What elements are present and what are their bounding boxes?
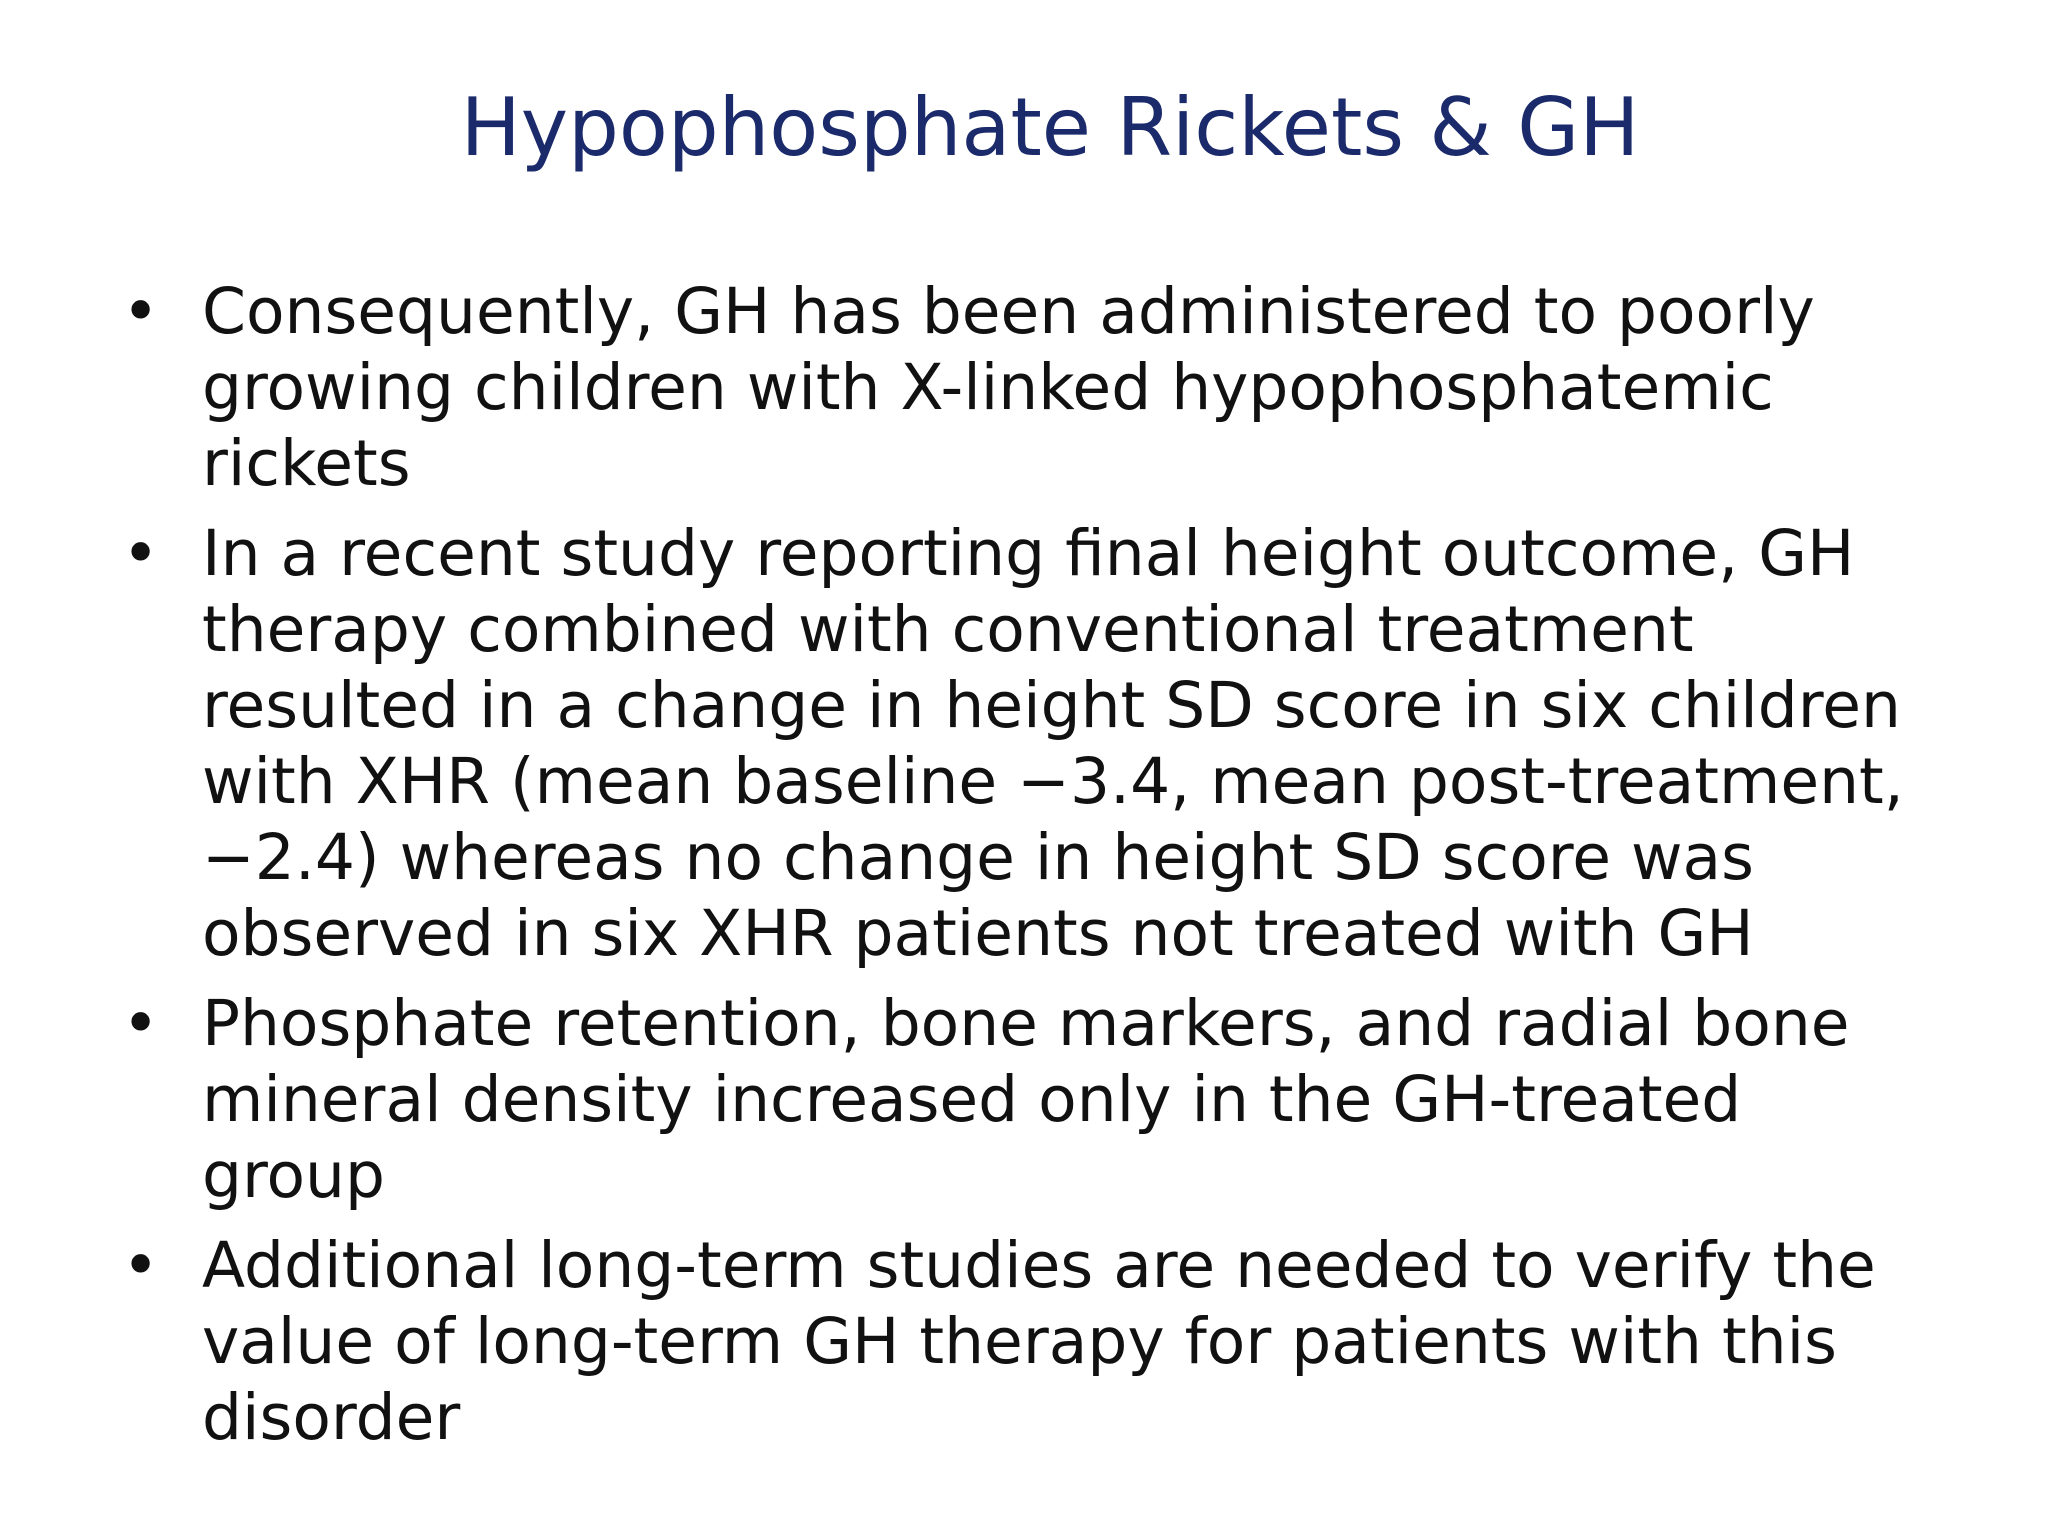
bullet-icon: • <box>122 1229 160 1302</box>
bullet-icon: • <box>122 987 160 1060</box>
slide-title: Hypophosphate Rickets & GH <box>460 81 1640 174</box>
bullet-item <box>122 516 2022 972</box>
bullet-text-line: resulted in a change in height SD score in six children <box>202 669 1901 742</box>
bullet-item <box>122 986 2022 1214</box>
bullet-text-line: therapy combined with conventional treatment <box>202 593 1694 666</box>
bullet-text-line: growing children with X-linked hypophosphatemic <box>202 351 1774 424</box>
bullet-text-line: Phosphate retention, bone markers, and radial bone <box>202 987 1850 1060</box>
bullet-text-line: In a recent study reporting final height outcome, GH <box>202 517 1855 590</box>
bullet-icon: • <box>122 275 160 348</box>
bullet-text-line: observed in six XHR patients not treated with GH <box>202 897 1754 970</box>
bullet-icon: • <box>122 517 160 590</box>
bullet-text-line: rickets <box>202 427 411 500</box>
bullet-text-line: value of long-term GH therapy for patients with this <box>202 1305 1837 1378</box>
bullet-text-line: disorder <box>202 1381 461 1454</box>
bullet-text-line: with XHR (mean baseline −3.4, mean post-treatment, <box>202 745 1904 818</box>
bullet-text-line: Consequently, GH has been administered to poorly <box>202 275 1815 348</box>
bullet-text-line: mineral density increased only in the GH-treated <box>202 1063 1742 1136</box>
bullet-text-line: −2.4) whereas no change in height SD score was <box>202 821 1754 894</box>
bullet-text-line: group <box>202 1139 385 1212</box>
bullet-item <box>122 274 2022 502</box>
bullet-item <box>122 1228 2022 1456</box>
bullet-list <box>122 274 2022 1470</box>
bullet-text-line: Additional long-term studies are needed to verify the <box>202 1229 1876 1302</box>
